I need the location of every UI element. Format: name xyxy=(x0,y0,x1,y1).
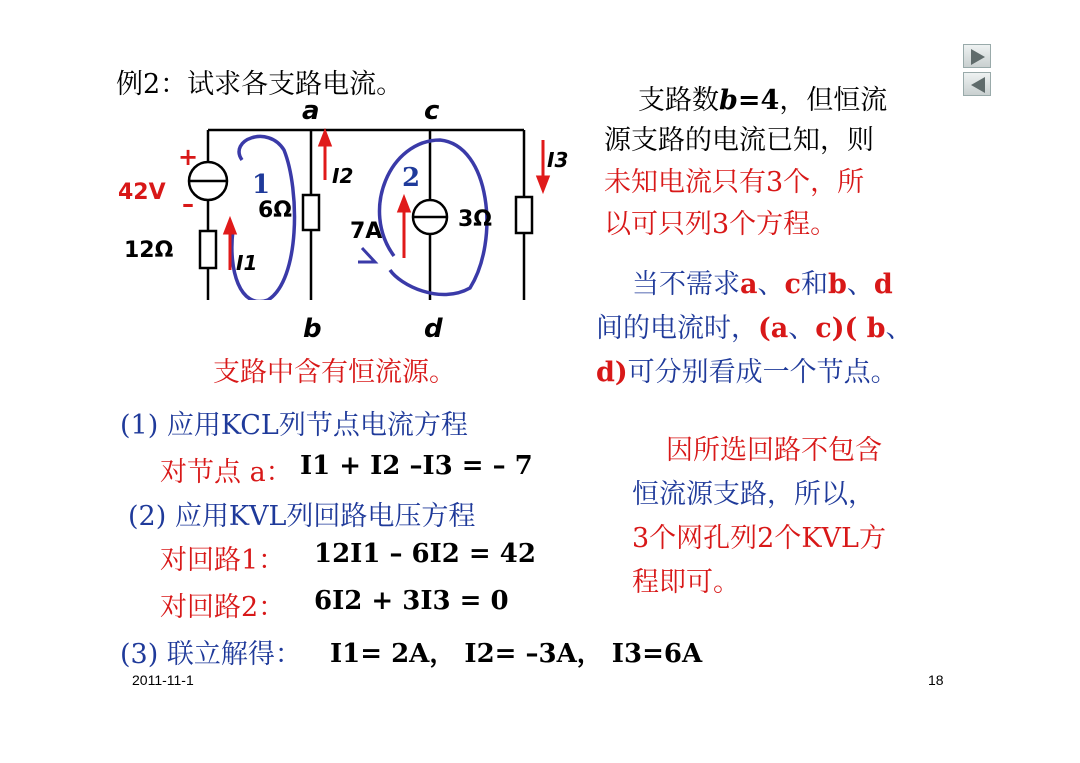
note1-line3: 未知电流只有3个，所 xyxy=(604,167,865,198)
note1-line2: 源支路的电流已知，则 xyxy=(604,125,874,156)
resistor-12-label: 12Ω xyxy=(124,238,174,263)
node-a-label: a xyxy=(302,96,320,126)
slide-title: 例2：试求各支路电流。 xyxy=(116,69,404,100)
circuit-caption: 支路中含有恒流源。 xyxy=(213,357,456,388)
step1-eq-label: 对节点 a： xyxy=(160,457,293,488)
resistor-6 xyxy=(303,195,319,230)
minus-sign: – xyxy=(182,190,194,218)
note3-line4: 程即可。 xyxy=(632,567,740,598)
step1-equation: I1 + I2 –I3 = – 7 xyxy=(300,451,533,481)
step1-heading: (1) 应用KCL列节点电流方程 xyxy=(120,410,468,441)
footer-date: 2011-11-1 xyxy=(132,672,194,688)
resistor-3-label: 3Ω xyxy=(458,207,493,232)
step3-label: (3) 联立解得： xyxy=(120,639,302,670)
node-b-label: b xyxy=(303,314,322,344)
loop-2-label: 2 xyxy=(402,163,421,193)
loop-1-label: 1 xyxy=(252,170,271,200)
step2-eq2-label: 对回路2： xyxy=(160,592,286,623)
current-i1-label: I1 xyxy=(236,251,258,275)
note2-line2: 间的电流时，(a、c)( b、 xyxy=(596,313,913,344)
play-left-icon xyxy=(971,77,985,93)
play-right-icon xyxy=(971,49,985,65)
footer-page-number: 18 xyxy=(928,672,944,688)
step2-eq1-label: 对回路1： xyxy=(160,545,286,576)
current-i3-label: I3 xyxy=(547,148,569,172)
plus-sign: + xyxy=(178,143,199,171)
note1-line1: 支路数b=4，但恒流 xyxy=(638,85,888,116)
circuit-diagram xyxy=(0,0,600,300)
note3-line1: 因所选回路不包含 xyxy=(666,435,882,466)
next-slide-button[interactable] xyxy=(963,44,991,68)
current-source-label: 7A xyxy=(350,219,383,244)
node-c-label: c xyxy=(424,96,440,126)
node-d-label: d xyxy=(424,314,443,344)
note1-line4: 以可只列3个方程。 xyxy=(604,209,838,240)
step2-heading: (2) 应用KVL列回路电压方程 xyxy=(128,501,476,532)
current-i2-label: I2 xyxy=(332,164,354,188)
resistor-6-label: 6Ω xyxy=(258,198,293,223)
step2-equation1: 12I1 – 6I2 = 42 xyxy=(314,539,536,569)
prev-slide-button[interactable] xyxy=(963,72,991,96)
resistor-12 xyxy=(200,231,216,268)
step3-solution: I1= 2A， I2= –3A， I3=6A xyxy=(330,639,703,669)
resistor-3 xyxy=(516,197,532,233)
note2-line1: 当不需求a、c和b、d xyxy=(632,269,893,300)
step2-equation2: 6I2 + 3I3 = 0 xyxy=(314,586,509,616)
note2-line3: d)可分别看成一个节点。 xyxy=(596,357,898,388)
note3-line3: 3个网孔列2个KVL方 xyxy=(632,523,886,554)
source-voltage-label: 42V xyxy=(118,180,166,205)
note3-line2: 恒流源支路，所以， xyxy=(632,479,875,510)
